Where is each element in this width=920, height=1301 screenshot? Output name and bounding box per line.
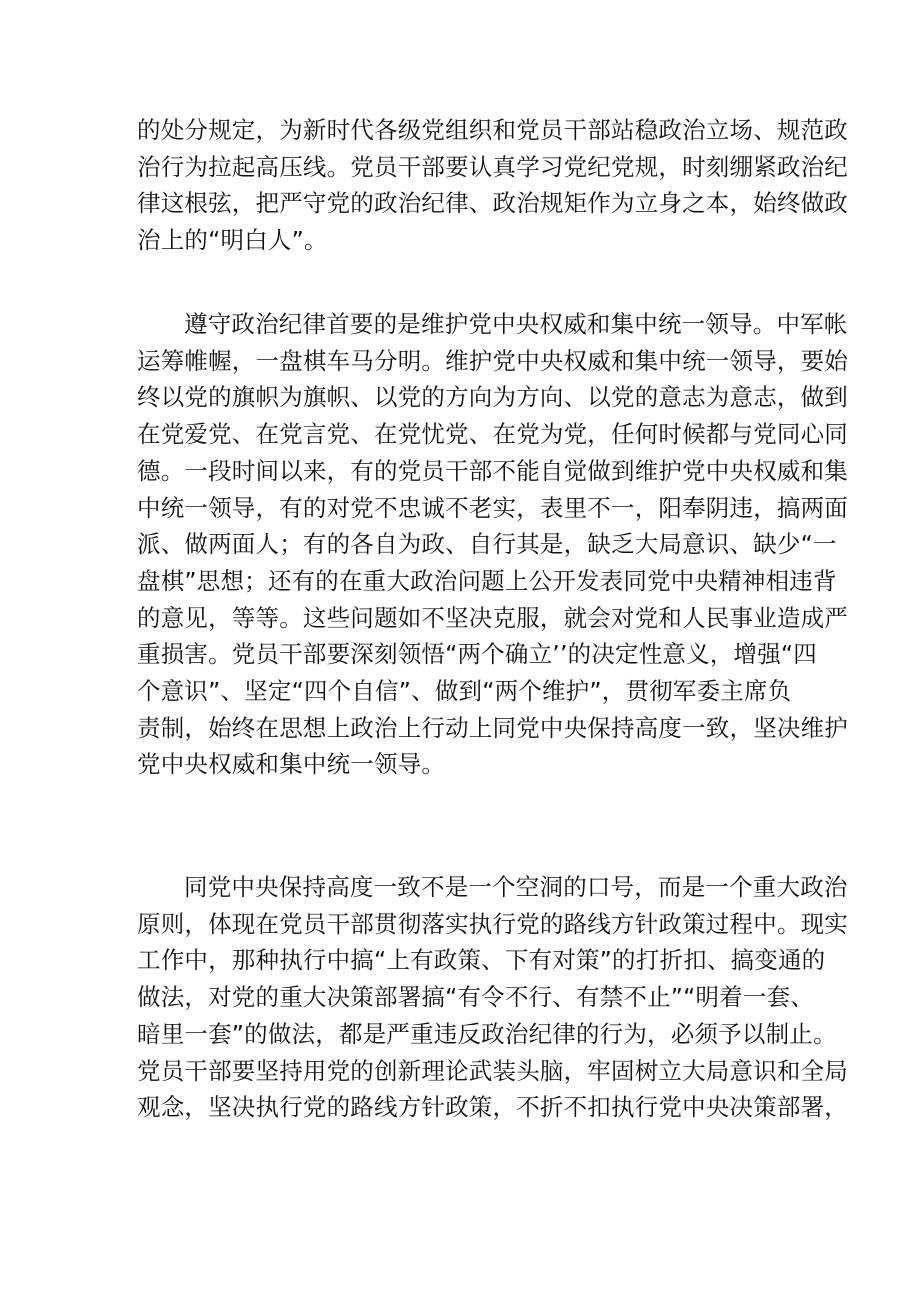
text-line: 终以党的旗帜为旗帜、以党的方向为方向、以党的意志为意志，做到	[137, 383, 848, 412]
text-line: 治上的“明白人”。	[137, 226, 328, 255]
text-line: 党中央权威和集中统一领导。	[137, 750, 446, 779]
text-line: 德。一段时间以来，有的党员干部不能自觉做到维护党中央权威和集	[137, 456, 848, 485]
text-line: 观念，坚决执行党的路线方针政策，不折不扣执行党中央决策部署，	[137, 1093, 848, 1122]
text-line: 在党爱党、在党言党、在党忧党、在党为党，任何时候都与党同心同	[137, 420, 848, 449]
text-line: 盘棋”思想；还有的在重大政治问题上公开发表同党中央精神相违背	[137, 566, 837, 595]
text-line: 治行为拉起高压线。党员干部要认真学习党纪党规，时刻绷紧政治纪	[137, 152, 848, 181]
text-line: 遵守政治纪律首要的是维护党中央权威和集中统一领导。中军帐	[184, 310, 848, 338]
text-line: 个意识”、坚定“四个自信”、做到“两个维护”，贯彻军委主席负	[137, 677, 792, 706]
text-line: 律这根弦，把严守党的政治纪律、政治规矩作为立身之本，始终做政	[137, 189, 848, 218]
text-line: 运筹帷幄，一盘棋车马分明。维护党中央权威和集中统一领导，要始	[137, 346, 848, 375]
paragraph-3	[137, 869, 848, 1126]
text-line: 派、做两面人；有的各自为政、自行其是，缺乏大局意识、缺少“一	[137, 530, 837, 559]
text-line: 中统一领导，有的对党不忠诚不老实，表里不一，阳奉阴违，搞两面	[137, 493, 848, 522]
text-line: 的处分规定，为新时代各级党组织和党员干部站稳政治立场、规范政	[137, 116, 848, 144]
text-line: 重损害。党员干部要深刻领悟“两个确立’’的决定性意义，增强“四	[137, 640, 817, 669]
text-line: 做法，对党的重大决策部署搞“有令不行、有禁不止”“明着一套、	[137, 983, 815, 1012]
text-line: 同党中央保持高度一致不是一个空洞的口号，而是一个重大政治	[184, 873, 848, 901]
text-line: 责制，始终在思想上政治上行动上同党中央保持高度一致，坚决维护	[137, 713, 848, 742]
text-line: 的意见，等等。这些问题如不坚决克服，就会对党和人民事业造成严	[137, 603, 848, 632]
text-line: 工作中，那种执行中搞“上有政策、下有对策”的打折扣、搞变通的	[137, 946, 826, 975]
text-line: 暗里一套”的做法，都是严重违反政治纪律的行为，必须予以制止。	[137, 1019, 837, 1048]
text-line: 原则，体现在党员干部贯彻落实执行党的路线方针政策过程中。现实	[137, 909, 848, 938]
text-line: 党员干部要坚持用党的创新理论武装头脑，牢固树立大局意识和全局	[137, 1056, 848, 1085]
paragraph-2	[137, 306, 848, 783]
paragraph-1	[137, 112, 848, 259]
